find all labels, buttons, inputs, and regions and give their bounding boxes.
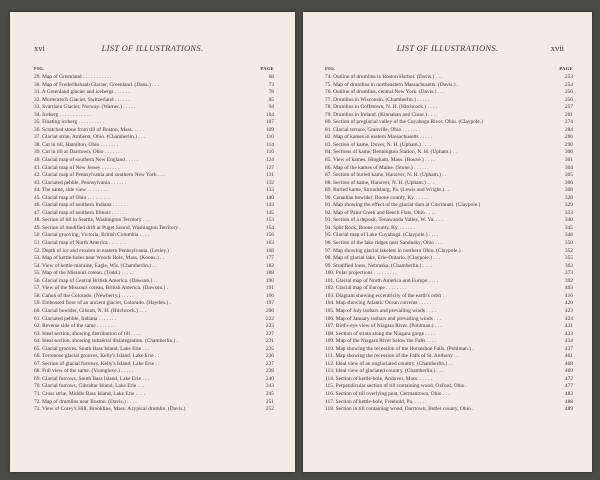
entry-page-number: 78 bbox=[268, 89, 274, 96]
illustration-entry bbox=[325, 338, 573, 346]
illustration-entry bbox=[34, 187, 274, 195]
entry-caption: 109. Map of the Niagara River below the Falls . . . . bbox=[325, 338, 437, 345]
entry-caption: 53. Map of kettle-holes near Woods Hole, Mass. (Koons.) . . bbox=[34, 255, 165, 262]
entry-page-number: 355 bbox=[564, 255, 573, 262]
illustration-entry bbox=[325, 157, 573, 165]
entry-caption: 62. Reverse side of the same . . . . . . . bbox=[34, 323, 115, 330]
entry-caption: 72. Map of drumlins near Boston. (Davis.) . . . . bbox=[34, 398, 137, 405]
entry-page-number: 114 bbox=[266, 141, 274, 148]
illustration-entry bbox=[325, 165, 573, 173]
entry-page-number: 300 bbox=[564, 149, 573, 156]
entry-caption: 48. Section of till in Seattle, Washington Territory . . . bbox=[34, 217, 150, 224]
entry-caption: 44. The same, side view . . . . . . . . bbox=[34, 187, 108, 194]
illustration-entry bbox=[325, 406, 573, 414]
entry-caption: 116. Section of till overlying peat, Germantown, Ohio . . . bbox=[325, 390, 450, 397]
illustration-entry bbox=[34, 119, 274, 127]
illustration-entry bbox=[34, 308, 274, 316]
entry-page-number: 256 bbox=[564, 89, 573, 96]
entry-caption: 55. Map of the Missouri coteau. (Todd.) . . . . . bbox=[34, 270, 134, 277]
entry-caption: 96. Section of the lake ridges near Sandusky, Ohio . . . bbox=[325, 240, 443, 247]
entry-caption: 118. Section in till containing wood, Darrtown, Butler county, Ohio . bbox=[325, 406, 474, 413]
entry-caption: 38. Cut in till, Hamilton, Ohio . . . . . . . bbox=[34, 141, 119, 148]
entry-caption: 33. Svartisen Glacier, Norway. (Warner.) . . . . . bbox=[34, 104, 136, 111]
entry-caption: 37. Glacial striæ, Amherst, Ohio. (Chamberlin.) . . . bbox=[34, 134, 146, 141]
illustration-list bbox=[34, 74, 274, 414]
illustration-entry bbox=[325, 399, 573, 407]
illustration-entry bbox=[325, 187, 573, 195]
entry-page-number: 469 bbox=[564, 368, 573, 375]
entry-page-number: 154 bbox=[265, 224, 274, 231]
entry-page-number: 257 bbox=[564, 104, 573, 111]
entry-caption: 106. Map of January isobars and prevailing winds . . . bbox=[325, 315, 441, 322]
running-head bbox=[303, 42, 592, 54]
entry-page-number: 235 bbox=[265, 345, 274, 352]
entry-page-number: 109 bbox=[265, 126, 274, 133]
entry-page-number: 306 bbox=[564, 179, 573, 186]
entry-caption: 103. Diagram showing eccentricity of the earth's orbit . . bbox=[325, 292, 447, 299]
illustration-entry bbox=[325, 285, 573, 293]
entry-page-number: 124 bbox=[265, 157, 274, 164]
illustration-entry bbox=[325, 300, 573, 308]
entry-page-number: 305 bbox=[564, 172, 573, 179]
illustration-entry bbox=[325, 180, 573, 188]
entry-page-number: 245 bbox=[265, 390, 274, 397]
entry-caption: 88. Section of kame, Hanover, N. H. (Upham.) . . . bbox=[325, 179, 434, 186]
entry-caption: 66. Torrenose glacial grooves, Kelly's Island, Lake Erie . . bbox=[34, 353, 160, 360]
entry-caption: 104. Map showing Atlantic Ocean currents . . . . . bbox=[325, 300, 431, 307]
entry-caption: 71. Cross striæ, Middle Bass Island, Lake Erie . . . . bbox=[34, 390, 146, 397]
illustration-entry bbox=[34, 232, 274, 240]
entry-caption: 69. Glacial furrows, South Bass Island, Lake Erie . . . bbox=[34, 375, 149, 382]
entry-caption: 46. Glacial map of southern Indiana . . . . . . bbox=[34, 202, 128, 209]
entry-caption: 45. Glacial map of Ohio . . . . . . . . . bbox=[34, 194, 111, 201]
entry-caption: 95. Glacial map of Lake Cuyahoga. (Claypole.) . . . . bbox=[325, 232, 439, 239]
entry-caption: 101. Glacial map of North America and Europe . . . . bbox=[325, 277, 439, 284]
entry-page-number: 240 bbox=[265, 375, 274, 382]
entry-page-number: 133 bbox=[265, 187, 274, 194]
illustration-entry bbox=[34, 172, 274, 180]
illustration-entry bbox=[34, 353, 274, 361]
entry-caption: 32. Morteratsch Glacier, Switzerland . . . . . . bbox=[34, 96, 130, 103]
illustration-entry bbox=[325, 248, 573, 256]
entry-page-number: 236 bbox=[265, 353, 274, 360]
column-headings bbox=[325, 66, 573, 72]
entry-page-number: 222 bbox=[265, 315, 274, 322]
entry-page-number: 301 bbox=[564, 157, 573, 164]
entry-page-number: 433 bbox=[564, 330, 573, 337]
illustration-entry bbox=[325, 217, 573, 225]
entry-page-number: 477 bbox=[564, 383, 573, 390]
illustration-entry bbox=[34, 165, 274, 173]
entry-page-number: 110 bbox=[266, 134, 274, 141]
entry-caption: 115. Perpendicular section of till containing wood, Oxford, Ohio . bbox=[325, 383, 468, 390]
illustration-entry bbox=[34, 248, 274, 256]
entry-caption: 113. Ideal view of glaciated country. (Chamberlin.) . . . bbox=[325, 368, 444, 375]
entry-page-number: 468 bbox=[564, 360, 573, 367]
entry-page-number: 333 bbox=[564, 209, 573, 216]
entry-caption: 93. Section of a deposit, Tonawanda Valley, W. Va. . . . bbox=[325, 217, 443, 224]
entry-page-number: 340 bbox=[564, 217, 573, 224]
illustration-entry bbox=[34, 383, 274, 391]
entry-page-number: 373 bbox=[564, 270, 573, 277]
entry-page-number: 256 bbox=[564, 96, 573, 103]
entry-page-number: 131 bbox=[265, 172, 274, 179]
entry-caption: 84. Sections of kame, Bennington Station, N. H. (Upham.) . . bbox=[325, 149, 457, 156]
illustration-entry bbox=[325, 225, 573, 233]
entry-page-number: 238 bbox=[265, 368, 274, 375]
entry-page-number: 227 bbox=[265, 330, 274, 337]
entry-caption: 100. Polar projections . . . . . . . . . bbox=[325, 270, 397, 277]
illustration-entry bbox=[325, 270, 573, 278]
page-number: xvii bbox=[550, 43, 564, 53]
illustration-entry bbox=[34, 149, 274, 157]
illustration-entry bbox=[34, 240, 274, 248]
entry-page-number: 163 bbox=[265, 240, 274, 247]
illustration-entry bbox=[34, 331, 274, 339]
entry-caption: 58. Cañon of the Colorado. (Newberry.) . . . . . bbox=[34, 292, 134, 299]
entry-page-number: 392 bbox=[564, 277, 573, 284]
entry-caption: 92. Map of Paint Creek and Beech Flats, Ohio . . . . bbox=[325, 209, 436, 216]
entry-page-number: 104 bbox=[265, 111, 274, 118]
illustration-entry bbox=[325, 97, 573, 105]
illustration-entry bbox=[325, 127, 573, 135]
entry-caption: 67. Section of glacial furrows, Kelly's Island, Lake Erie . . bbox=[34, 360, 160, 367]
entry-caption: 51. Glacial map of North America . . . . . . . bbox=[34, 240, 127, 247]
entry-caption: 81. Glacial terrace, Granville, Ohio . . . . . . . bbox=[325, 126, 421, 133]
running-title: LIST OF ILLUSTRATIONS. bbox=[101, 43, 204, 53]
entry-page-number: 350 bbox=[564, 240, 573, 247]
entry-caption: 60. Glacial bowlder, Gilsum, N. H. (Hitchcock.) . . . bbox=[34, 307, 147, 314]
illustration-entry bbox=[34, 263, 274, 271]
illustration-entry bbox=[325, 232, 573, 240]
entry-caption: 54. View of kettle-moraine, Eagle, Wis. (Chamberlin.) . . bbox=[34, 262, 157, 269]
illustration-entry bbox=[34, 376, 274, 384]
illustration-entry bbox=[34, 361, 274, 369]
entry-page-number: 251 bbox=[265, 398, 274, 405]
entry-page-number: 416 bbox=[564, 292, 573, 299]
illustration-entry bbox=[34, 97, 274, 105]
entry-caption: 102. Glacial map of Europe . . . . . . . . bbox=[325, 285, 407, 292]
entry-page-number: 197 bbox=[265, 300, 274, 307]
entry-page-number: 308 bbox=[564, 187, 573, 194]
entry-page-number: 252 bbox=[265, 406, 274, 413]
entry-caption: 52. Depth of ice and erosion in eastern Pennsylvania. (Lesley.) . bbox=[34, 247, 172, 254]
illustration-entry bbox=[34, 202, 274, 210]
entry-page-number: 223 bbox=[265, 323, 274, 330]
entry-page-number: 345 bbox=[564, 224, 573, 231]
entry-page-number: 85 bbox=[268, 96, 274, 103]
column-headings bbox=[34, 66, 274, 72]
illustration-entry bbox=[34, 142, 274, 150]
entry-caption: 29. Map of Greenland . . . . . . . . . . . bbox=[34, 74, 112, 80]
entry-page-number: 73 bbox=[268, 81, 274, 88]
illustration-entry bbox=[34, 82, 274, 90]
entry-caption: 39. Cut in till at Darrtown, Ohio . . . . . . . bbox=[34, 149, 123, 156]
entry-page-number: 420 bbox=[564, 300, 573, 307]
entry-caption: 111. Map showing the recession of the Falls of St. Anthony . . bbox=[325, 353, 459, 360]
entry-caption: 36. Scratched stone from till of Boston, Mass. . . . . bbox=[34, 126, 144, 133]
entry-caption: 94. Split Rock, Boone county, Ky. . . . . . . bbox=[325, 224, 415, 231]
entry-page-number: 472 bbox=[564, 375, 573, 382]
illustration-entry bbox=[34, 338, 274, 346]
entry-page-number: 286 bbox=[564, 134, 573, 141]
entry-caption: 83. Section of kame, Dover, N. H. (Upham.) . . . . bbox=[325, 141, 432, 148]
illustration-entry bbox=[34, 104, 274, 112]
illustration-entry bbox=[34, 391, 274, 399]
entry-page-number: 434 bbox=[564, 338, 573, 345]
entry-caption: 31. A Greenland glacier and icebergs . . . . . . bbox=[34, 89, 130, 96]
entry-caption: 105. Map of July isobars and prevailing winds . . . . bbox=[325, 307, 436, 314]
illustration-entry bbox=[325, 255, 573, 263]
entry-page-number: 254 bbox=[564, 81, 573, 88]
entry-page-number: 403 bbox=[564, 285, 573, 292]
entry-caption: 49. Section of modified drift at Puget Sound, Washington Territory . bbox=[34, 224, 181, 231]
entry-caption: 42. Glacial map of Pennsylvania and southern New York . . . bbox=[34, 172, 165, 179]
illustration-entry bbox=[325, 391, 573, 399]
entry-caption: 41. Glacial map of New Jersey . . . . . . . bbox=[34, 164, 120, 171]
entry-caption: 99. Stratified loess, Nebraska. (Chamberlin.) . . . . bbox=[325, 262, 433, 269]
illustration-entry bbox=[325, 346, 573, 354]
illustration-entry bbox=[34, 74, 274, 82]
entry-caption: 117. Section of kettle-hole, Freehold, Pa. . . . . . bbox=[325, 398, 427, 405]
entry-page-number: 153 bbox=[265, 217, 274, 224]
entry-caption: 30. Map of Frederikshaab Glacier, Greenland. (Dana.) . . . bbox=[34, 81, 159, 88]
entry-caption: 90. Canadian bowlder, Boone county, Ky. . . . . . bbox=[325, 194, 429, 201]
illustration-entry bbox=[34, 195, 274, 203]
entry-page-number: 261 bbox=[564, 111, 573, 118]
illustration-entry bbox=[325, 240, 573, 248]
entry-caption: 89. Buried kame, Stroudsburg, Pa. (Lewis and Wright.) . . bbox=[325, 187, 450, 194]
entry-page-number: 461 bbox=[564, 353, 573, 360]
illustration-entry bbox=[34, 300, 274, 308]
entry-caption: 87. Section of buried kame, Hanover, N. H. (Upham.) . . bbox=[325, 172, 447, 179]
entry-caption: 85. View of kames, Hingham, Mass. (Bouvé.) . . . . bbox=[325, 157, 435, 164]
entry-caption: 35. Floating iceberg . . . . . . . . . . bbox=[34, 119, 105, 126]
illustration-entry bbox=[34, 406, 274, 414]
illustration-entry bbox=[325, 376, 573, 384]
illustration-entry bbox=[325, 263, 573, 271]
entry-caption: 108. Section of strata along the Niagara gorge . . . . bbox=[325, 330, 435, 337]
illustration-entry bbox=[34, 180, 274, 188]
entry-caption: 107. Bird's-eye view of Niagara River. (Pohlman.) . . . bbox=[325, 323, 442, 330]
entry-caption: 114. Section of kettle-hole, Andover, Mass. . . . . . bbox=[325, 375, 432, 382]
entry-page-number: 231 bbox=[265, 338, 274, 345]
entry-page-number: 116 bbox=[266, 149, 274, 156]
entry-caption: 34. Iceberg . . . . . . . . . . . . bbox=[34, 111, 91, 118]
illustration-entry bbox=[34, 278, 274, 286]
entry-page-number: 182 bbox=[265, 262, 274, 269]
illustration-entry bbox=[325, 74, 573, 82]
entry-page-number: 483 bbox=[564, 390, 573, 397]
entry-page-number: 107 bbox=[265, 119, 274, 126]
running-title: LIST OF ILLUSTRATIONS. bbox=[396, 43, 499, 53]
illustration-entry bbox=[325, 383, 573, 391]
entry-caption: 61. Glaciated pebble, Indiana . . . . . . . bbox=[34, 315, 117, 322]
page-column-heading: PAGE bbox=[260, 66, 274, 71]
illustration-entry bbox=[325, 82, 573, 90]
illustration-entry bbox=[325, 210, 573, 218]
entry-page-number: 437 bbox=[564, 345, 573, 352]
entry-page-number: 143 bbox=[265, 202, 274, 209]
illustration-entry bbox=[325, 316, 573, 324]
illustration-entry bbox=[325, 353, 573, 361]
entry-page-number: 196 bbox=[265, 292, 274, 299]
illustration-entry bbox=[325, 293, 573, 301]
entry-caption: 57. View of the Missouri coteau, British America. (Dawson.) . bbox=[34, 285, 169, 292]
entry-page-number: 424 bbox=[564, 315, 573, 322]
illustration-entry bbox=[34, 346, 274, 354]
entry-caption: 97. Map showing glacial lakelets in northern Ohio. (Claypole.) . bbox=[325, 247, 464, 254]
entry-page-number: 132 bbox=[265, 179, 274, 186]
illustration-entry bbox=[325, 278, 573, 286]
entry-page-number: 274 bbox=[564, 119, 573, 126]
entry-caption: 47. Glacial map of southern Illinois . . . . . . bbox=[34, 209, 127, 216]
entry-page-number: 191 bbox=[265, 285, 274, 292]
entry-page-number: 168 bbox=[265, 247, 274, 254]
entry-page-number: 329 bbox=[564, 202, 573, 209]
illustration-entry bbox=[325, 195, 573, 203]
entry-page-number: 127 bbox=[265, 164, 274, 171]
entry-caption: 77. Drumlins in Wisconsin. (Chamberlin.) . . . . . bbox=[325, 96, 430, 103]
illustration-entry bbox=[34, 270, 274, 278]
illustration-entry bbox=[34, 368, 274, 376]
entry-caption: 56. Glacial map of Central British America. (Dawson.) . . bbox=[34, 277, 158, 284]
illustration-entry bbox=[34, 399, 274, 407]
entry-page-number: 328 bbox=[564, 194, 573, 201]
entry-caption: 110. Map showing the recession of the Horseshoe Falls. (Pohlman.) . bbox=[325, 345, 474, 352]
entry-caption: 63. Ideal section, showing distribution of till . . . . bbox=[34, 330, 141, 337]
left-page bbox=[10, 12, 295, 472]
entry-page-number: 352 bbox=[564, 247, 573, 254]
entry-page-number: 431 bbox=[564, 323, 573, 330]
entry-caption: 98. Map of glacial lake, Erie-Ontario. (Claypole.) . . . bbox=[325, 255, 440, 262]
entry-caption: 78. Drumlins in Goffstown, N. H. (Hitchcock.) . . . . bbox=[325, 104, 438, 111]
illustration-entry bbox=[325, 149, 573, 157]
page-column-heading: PAGE bbox=[559, 66, 573, 71]
entry-page-number: 140 bbox=[265, 194, 274, 201]
entry-page-number: 243 bbox=[265, 383, 274, 390]
illustration-entry bbox=[325, 112, 573, 120]
entry-page-number: 188 bbox=[265, 270, 274, 277]
illustration-entry bbox=[325, 142, 573, 150]
entry-caption: 75. Map of drumlins in northeastern Massachusetts. (Davis.) . bbox=[325, 81, 459, 88]
entry-page-number: 237 bbox=[265, 360, 274, 367]
illustration-entry bbox=[34, 134, 274, 142]
entry-page-number: 156 bbox=[265, 232, 274, 239]
illustration-entry bbox=[34, 127, 274, 135]
illustration-entry bbox=[325, 331, 573, 339]
illustration-entry bbox=[325, 89, 573, 97]
illustration-entry bbox=[34, 255, 274, 263]
illustration-entry bbox=[34, 293, 274, 301]
entry-caption: 86. Map of the kames of Maine. (Stone.) . . . . . bbox=[325, 164, 427, 171]
entry-page-number: 363 bbox=[564, 262, 573, 269]
entry-page-number: 206 bbox=[265, 307, 274, 314]
entry-caption: 68. Full view of the same. (Younglove.) . . . . . bbox=[34, 368, 134, 375]
illustration-entry bbox=[34, 285, 274, 293]
illustration-entry bbox=[34, 210, 274, 218]
illustration-entry bbox=[325, 361, 573, 369]
illustration-entry bbox=[34, 225, 274, 233]
entry-caption: 65. Glacial grooves, South Bass Island, Lake Erie . . . bbox=[34, 345, 150, 352]
entry-caption: 59. Embossed floor of an ancient glacier, Colorado. (Hayden.) . bbox=[34, 300, 171, 307]
entry-caption: 50. Glacial grooving, Victoria, British Columbia . . . . bbox=[34, 232, 150, 239]
entry-page-number: 190 bbox=[265, 277, 274, 284]
entry-page-number: 284 bbox=[564, 126, 573, 133]
illustration-entry bbox=[325, 134, 573, 142]
illustration-entry bbox=[34, 323, 274, 331]
illustration-list bbox=[325, 74, 573, 414]
fig-column-heading: FIG. bbox=[34, 66, 45, 71]
entry-page-number: 68 bbox=[268, 74, 274, 80]
entry-caption: 80. Section of preglacial valley of the Cuyahoga River, Ohio. (Claypole.) bbox=[325, 119, 483, 126]
entry-page-number: 290 bbox=[564, 141, 573, 148]
illustration-entry bbox=[325, 104, 573, 112]
illustration-entry bbox=[34, 316, 274, 324]
illustration-entry bbox=[325, 119, 573, 127]
illustration-entry bbox=[34, 217, 274, 225]
entry-caption: 73. View of Corey's Hill, Brookline, Mass. A typical drumlin. (Davis.) bbox=[34, 406, 186, 413]
entry-caption: 74. Outline of drumlins in Boston Harbor. (Davis.) . . . bbox=[325, 74, 443, 80]
entry-page-number: 253 bbox=[564, 74, 573, 80]
illustration-entry bbox=[325, 323, 573, 331]
entry-caption: 43. Glaciated pebble, Pennsylvania . . . . . . bbox=[34, 179, 127, 186]
illustration-entry bbox=[34, 157, 274, 165]
running-head bbox=[10, 42, 295, 54]
entry-page-number: 145 bbox=[265, 209, 274, 216]
entry-caption: 91. Map showing the effect of the glacial dam at Cincinnati. (Claypole.) bbox=[325, 202, 481, 209]
illustration-entry bbox=[325, 202, 573, 210]
illustration-entry bbox=[325, 308, 573, 316]
illustration-entry bbox=[34, 89, 274, 97]
entry-caption: 70. Glacial furrows, Gibraltar Island, Lake Erie . . . bbox=[34, 383, 145, 390]
entry-caption: 76. Outline of drumlins, central New York. (Davis.) . . . bbox=[325, 89, 445, 96]
right-page bbox=[303, 12, 592, 472]
entry-page-number: 423 bbox=[564, 307, 573, 314]
entry-caption: 40. Glacial map of southern New England . . . . . bbox=[34, 157, 139, 164]
illustration-entry bbox=[34, 112, 274, 120]
fig-column-heading: FIG. bbox=[325, 66, 336, 71]
entry-caption: 79. Drumlins in Ireland. (Kinnahan and Close.) . . . . bbox=[325, 111, 438, 118]
entry-page-number: 489 bbox=[564, 406, 573, 413]
entry-page-number: 94 bbox=[268, 104, 274, 111]
entry-page-number: 177 bbox=[265, 255, 274, 262]
illustration-entry bbox=[325, 368, 573, 376]
illustration-entry bbox=[325, 172, 573, 180]
entry-caption: 82. Map of kames in eastern Massachusetts . . . . . bbox=[325, 134, 433, 141]
page-number: xvi bbox=[34, 43, 45, 53]
entry-caption: 64. Ideal section, showing subaërial disintegration. (Chamberlin.) . bbox=[34, 338, 179, 345]
entry-page-number: 348 bbox=[564, 232, 573, 239]
entry-page-number: 304 bbox=[564, 164, 573, 171]
entry-caption: 112. Ideal view of an unglaciated country. (Chamberlin.) . . bbox=[325, 360, 453, 367]
entry-page-number: 488 bbox=[564, 398, 573, 405]
